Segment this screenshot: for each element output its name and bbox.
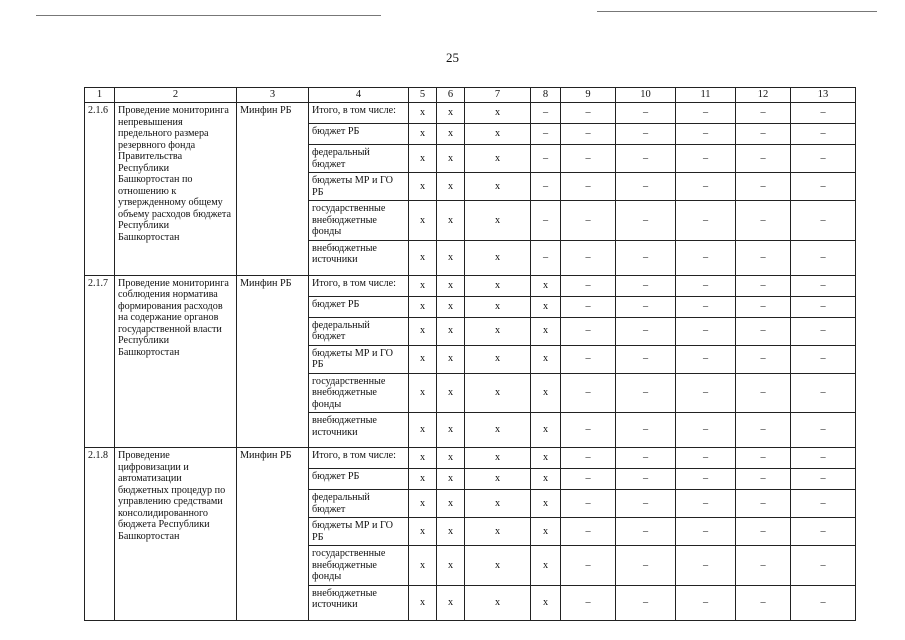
value-cell: x [465, 275, 531, 296]
budget-table [84, 87, 856, 621]
value-cell: x [531, 296, 561, 317]
value-cell: – [616, 448, 676, 469]
value-cell: x [409, 345, 437, 373]
value-cell: – [736, 124, 791, 145]
value-cell: – [676, 201, 736, 241]
value-cell: – [616, 546, 676, 586]
value-cell: – [736, 448, 791, 469]
value-cell: x [531, 317, 561, 345]
value-cell: – [561, 373, 616, 413]
value-cell: – [676, 240, 736, 275]
value-cell: x [437, 518, 465, 546]
value-cell: x [409, 373, 437, 413]
value-cell: – [531, 124, 561, 145]
value-cell: – [736, 413, 791, 448]
value-cell: – [736, 145, 791, 173]
value-cell: – [791, 275, 856, 296]
value-cell: x [409, 296, 437, 317]
value-cell: – [561, 173, 616, 201]
value-cell: x [437, 546, 465, 586]
value-cell: – [616, 240, 676, 275]
value-cell: x [437, 296, 465, 317]
funding-source-label: бюджет РБ [309, 124, 409, 145]
value-cell: – [616, 145, 676, 173]
value-cell: – [791, 413, 856, 448]
item-name: Проведение мониторинга соблюдения норматива формирования расходов на содержание органов государственной власти Республики Башкортостан [115, 275, 237, 448]
value-cell: – [561, 145, 616, 173]
value-cell: x [465, 317, 531, 345]
value-cell: x [409, 448, 437, 469]
value-cell: x [531, 518, 561, 546]
value-cell: x [531, 275, 561, 296]
item-executor: Минфин РБ [237, 103, 309, 276]
value-cell: x [465, 103, 531, 124]
value-cell: – [561, 317, 616, 345]
value-cell: x [409, 145, 437, 173]
value-cell: – [736, 240, 791, 275]
value-cell: – [736, 317, 791, 345]
value-cell: – [561, 103, 616, 124]
value-cell: – [676, 469, 736, 490]
table-row [85, 103, 856, 124]
column-header: 6 [437, 88, 465, 103]
value-cell: – [736, 103, 791, 124]
value-cell: – [561, 546, 616, 586]
value-cell: – [616, 296, 676, 317]
top-rule-right [597, 11, 877, 12]
value-cell: – [791, 373, 856, 413]
funding-source-label: внебюджетные источники [309, 585, 409, 620]
value-cell: – [736, 546, 791, 586]
value-cell: – [791, 345, 856, 373]
value-cell: x [409, 124, 437, 145]
value-cell: – [531, 145, 561, 173]
value-cell: – [736, 345, 791, 373]
value-cell: x [531, 546, 561, 586]
value-cell: – [616, 201, 676, 241]
value-cell: – [676, 546, 736, 586]
value-cell: x [465, 345, 531, 373]
value-cell: x [437, 201, 465, 241]
value-cell: – [561, 201, 616, 241]
value-cell: – [791, 518, 856, 546]
value-cell: x [437, 317, 465, 345]
value-cell: x [531, 585, 561, 620]
column-header: 13 [791, 88, 856, 103]
value-cell: x [465, 124, 531, 145]
value-cell: x [437, 490, 465, 518]
funding-source-label: бюджеты МР и ГО РБ [309, 345, 409, 373]
value-cell: – [736, 373, 791, 413]
value-cell: – [676, 345, 736, 373]
item-executor: Минфин РБ [237, 448, 309, 621]
value-cell: x [409, 275, 437, 296]
value-cell: x [409, 240, 437, 275]
column-header: 10 [616, 88, 676, 103]
column-header: 8 [531, 88, 561, 103]
value-cell: x [409, 469, 437, 490]
value-cell: – [531, 173, 561, 201]
item-name: Проведение мониторинга непревышения предельного размера резервного фонда Правительства Республики Башкортостан по отношению к утвержденному общему объему расходов бюджета Республики Башкортостан [115, 103, 237, 276]
item-number: 2.1.6 [85, 103, 115, 276]
value-cell: – [676, 448, 736, 469]
value-cell: x [465, 201, 531, 241]
value-cell: x [465, 546, 531, 586]
value-cell: x [437, 373, 465, 413]
funding-source-label: Итого, в том числе: [309, 275, 409, 296]
value-cell: x [437, 413, 465, 448]
table-row [85, 448, 856, 469]
value-cell: – [791, 546, 856, 586]
funding-source-label: федеральный бюджет [309, 490, 409, 518]
value-cell: – [736, 173, 791, 201]
value-cell: – [561, 585, 616, 620]
value-cell: – [791, 296, 856, 317]
value-cell: x [531, 373, 561, 413]
value-cell: – [736, 518, 791, 546]
value-cell: x [437, 103, 465, 124]
funding-source-label: Итого, в том числе: [309, 103, 409, 124]
column-header: 12 [736, 88, 791, 103]
column-header: 7 [465, 88, 531, 103]
value-cell: x [437, 585, 465, 620]
value-cell: – [561, 448, 616, 469]
funding-source-label: государственные внебюджетные фонды [309, 201, 409, 241]
value-cell: – [676, 103, 736, 124]
column-header: 2 [115, 88, 237, 103]
value-cell: – [676, 124, 736, 145]
value-cell: – [676, 518, 736, 546]
value-cell: – [791, 469, 856, 490]
value-cell: x [465, 240, 531, 275]
value-cell: – [791, 240, 856, 275]
value-cell: – [736, 469, 791, 490]
value-cell: x [465, 173, 531, 201]
value-cell: x [531, 345, 561, 373]
value-cell: – [676, 296, 736, 317]
funding-source-label: внебюджетные источники [309, 413, 409, 448]
funding-source-label: государственные внебюджетные фонды [309, 373, 409, 413]
value-cell: x [531, 490, 561, 518]
value-cell: – [616, 373, 676, 413]
value-cell: x [465, 373, 531, 413]
value-cell: – [791, 103, 856, 124]
column-header: 11 [676, 88, 736, 103]
value-cell: x [437, 124, 465, 145]
value-cell: – [531, 103, 561, 124]
value-cell: – [561, 345, 616, 373]
value-cell: x [409, 317, 437, 345]
value-cell: x [409, 490, 437, 518]
value-cell: – [616, 518, 676, 546]
funding-source-label: бюджеты МР и ГО РБ [309, 173, 409, 201]
value-cell: – [676, 413, 736, 448]
page-number: 25 [446, 50, 459, 65]
item-number: 2.1.8 [85, 448, 115, 621]
value-cell: – [561, 413, 616, 448]
value-cell: – [676, 173, 736, 201]
value-cell: x [465, 585, 531, 620]
value-cell: x [437, 145, 465, 173]
value-cell: – [736, 201, 791, 241]
value-cell: – [616, 585, 676, 620]
value-cell: – [676, 317, 736, 345]
value-cell: – [561, 469, 616, 490]
value-cell: – [791, 585, 856, 620]
value-cell: x [531, 413, 561, 448]
value-cell: – [531, 240, 561, 275]
value-cell: x [531, 469, 561, 490]
value-cell: – [676, 275, 736, 296]
funding-source-label: бюджет РБ [309, 296, 409, 317]
column-header: 1 [85, 88, 115, 103]
value-cell: – [791, 124, 856, 145]
top-rule-left [36, 15, 381, 16]
funding-source-label: бюджет РБ [309, 469, 409, 490]
value-cell: x [465, 469, 531, 490]
value-cell: x [465, 448, 531, 469]
value-cell: – [616, 469, 676, 490]
value-cell: x [437, 469, 465, 490]
value-cell: – [791, 201, 856, 241]
header-row [85, 88, 856, 103]
value-cell: – [561, 518, 616, 546]
value-cell: – [791, 448, 856, 469]
value-cell: – [561, 124, 616, 145]
funding-source-label: государственные внебюджетные фонды [309, 546, 409, 586]
value-cell: – [676, 145, 736, 173]
value-cell: x [409, 518, 437, 546]
value-cell: – [736, 585, 791, 620]
value-cell: – [791, 173, 856, 201]
column-header: 4 [309, 88, 409, 103]
funding-source-label: федеральный бюджет [309, 317, 409, 345]
value-cell: x [437, 275, 465, 296]
item-executor: Минфин РБ [237, 275, 309, 448]
value-cell: x [437, 240, 465, 275]
value-cell: x [531, 448, 561, 469]
value-cell: x [437, 345, 465, 373]
value-cell: x [409, 546, 437, 586]
value-cell: – [791, 317, 856, 345]
funding-source-label: внебюджетные источники [309, 240, 409, 275]
value-cell: x [409, 103, 437, 124]
column-header: 9 [561, 88, 616, 103]
value-cell: x [437, 173, 465, 201]
value-cell: – [736, 490, 791, 518]
value-cell: – [616, 103, 676, 124]
item-name: Проведение цифровизации и автоматизации бюджетных процедур по управлению средствами консолидированного бюджета Республики Башкортостан [115, 448, 237, 621]
value-cell: x [409, 173, 437, 201]
value-cell: x [465, 518, 531, 546]
value-cell: – [676, 490, 736, 518]
value-cell: – [616, 413, 676, 448]
value-cell: x [409, 413, 437, 448]
value-cell: – [561, 240, 616, 275]
value-cell: – [791, 145, 856, 173]
funding-source-label: бюджеты МР и ГО РБ [309, 518, 409, 546]
item-number: 2.1.7 [85, 275, 115, 448]
value-cell: x [465, 145, 531, 173]
value-cell: – [736, 275, 791, 296]
value-cell: – [736, 296, 791, 317]
funding-source-label: Итого, в том числе: [309, 448, 409, 469]
value-cell: x [409, 585, 437, 620]
value-cell: – [616, 345, 676, 373]
value-cell: – [531, 201, 561, 241]
value-cell: x [465, 296, 531, 317]
value-cell: x [437, 448, 465, 469]
value-cell: – [616, 490, 676, 518]
value-cell: x [409, 201, 437, 241]
value-cell: – [616, 173, 676, 201]
table-body [85, 103, 856, 621]
table-row [85, 275, 856, 296]
value-cell: – [561, 296, 616, 317]
value-cell: x [465, 413, 531, 448]
value-cell: – [616, 317, 676, 345]
value-cell: – [561, 275, 616, 296]
value-cell: – [616, 124, 676, 145]
column-header: 3 [237, 88, 309, 103]
funding-source-label: федеральный бюджет [309, 145, 409, 173]
value-cell: x [465, 490, 531, 518]
value-cell: – [616, 275, 676, 296]
value-cell: – [561, 490, 616, 518]
column-header: 5 [409, 88, 437, 103]
value-cell: – [676, 373, 736, 413]
value-cell: – [791, 490, 856, 518]
value-cell: – [676, 585, 736, 620]
